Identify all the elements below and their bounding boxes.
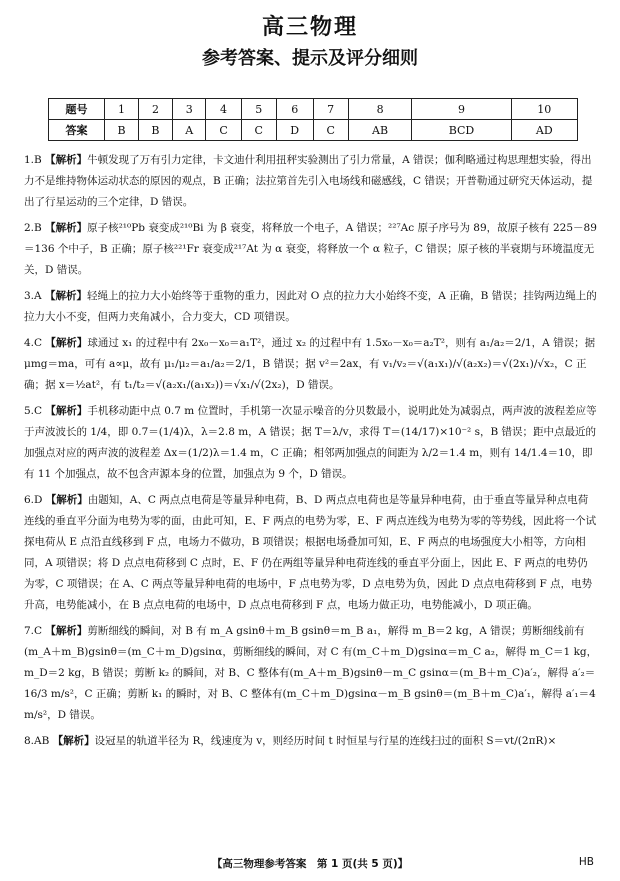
item-text: 手机移动距中点 0.7 m 位置时，手机第一次显示噪音的分贝数最小，说明此处为减弱点，两声波的波程差应等于声波波长的 1/4，即 0.7＝(1/4)λ，λ＝2.8 m，A 错误；据 T＝λ/v，求得 T＝(14/17)×10⁻² s，B 错误；距中点最近的加强点对应的两声波的波程差 Δx＝(1/2)λ＝1.4 m，C 正确；相邻两加强点的间距为 λ/2＝1.4 m，则有 14/1.4＝10，即有 11 个加强点，故不包含声源本身的位置，加强点为 9 个，D 错误。 (24, 405, 597, 480)
item-text: 由题知，A、C 两点点电荷是等量异种电荷，B、D 两点点电荷也是等量异种电荷，由于垂直等量异种点电荷连线的垂直平分面为电势为零的面，由此可知，E、F 两点的电势为零，E、F 两点连线为电势为零的等势线，因此将一个试探电荷从 E 点沿直线移到 F 点，电场力不做功，B 项错误；根据电场叠加可知，E、F 两点的电场强度大小相等，方向相同，A 项错误；将 D 点点电荷移到 C 点时，E、F 仍在两组等量异种电荷连线的垂直平分面上，因此 E、F 两点的电势仍为零，C 项错误；在 A、C 两点等量异种电荷的电场中，F 点电势为零，D 点电势为负，因此 D 点点电荷移到 F 点，电势升高，电势能减小，在 B 点点电荷的电场中，D 点点电荷移到 F 点，电场力做正功，电势能减小，D 项正确。 (24, 494, 597, 611)
footer-page-info: 【高三物理参考答案 第 1 页(共 5 页)】 (211, 858, 409, 870)
question-number: 7 (313, 99, 348, 120)
item-number: 7.C (24, 625, 43, 637)
question-number: 4 (206, 99, 241, 120)
item-text: 牛顿发现了万有引力定律，卡文迪什利用扭秤实验测出了引力常量，A 错误；伽利略通过构思理想实验，得出力不是维持物体运动状态的原因的观点，B 正确；法拉第首先引入电场线和磁感线，C 错误；开普勒通过研究天体运动，提出了行星运动的三个定律，D 错误。 (24, 154, 593, 208)
answer-cell: B (105, 120, 139, 141)
item-number: 3.A (24, 290, 42, 302)
solution-item (24, 490, 598, 616)
answer-cell: AB (348, 120, 412, 141)
row-label-answer: 答案 (49, 120, 105, 141)
solution-item (24, 731, 598, 752)
answer-cell: B (138, 120, 172, 141)
question-number: 5 (241, 99, 276, 120)
solution-list (24, 150, 598, 757)
solution-item (24, 333, 598, 396)
solution-item (24, 150, 598, 213)
item-text: 原子核²¹⁰Pb 衰变成²¹⁰Bi 为 β 衰变，将释放一个电子，A 错误；²²⁷Ac 原子序号为 89，故原子核有 225－89＝136 个中子，B 正确；原子核²²¹Fr 衰变成²¹⁷At 为 α 衰变，将释放一个 α 粒子，C 错误；原子核的半衰期与环境温度无关，D 错误。 (24, 222, 597, 276)
answer-cell: AD (511, 120, 577, 141)
question-number: 3 (172, 99, 205, 120)
analysis-tag: 【解析】 (45, 222, 88, 234)
question-number: 2 (138, 99, 172, 120)
footer-code: HB (578, 856, 594, 868)
question-number: 8 (348, 99, 412, 120)
answer-table-answer-row (49, 120, 578, 141)
answer-cell: BCD (412, 120, 511, 141)
item-number: 6.D (24, 494, 43, 506)
item-number: 5.C (24, 405, 43, 417)
analysis-tag: 【解析】 (45, 405, 88, 417)
analysis-tag: 【解析】 (45, 625, 88, 637)
answer-cell: C (241, 120, 276, 141)
item-text: 剪断细线的瞬间，对 B 有 m_A gsinθ＋m_B gsinθ＝m_B a₁，解得 m_B＝2 kg，A 错误；剪断细线前有(m_A＋m_B)gsinθ＝(m_C＋m_D)gsinα，剪断细线的瞬间，对 C 有(m_C＋m_D)gsinα＝m_C a₂，解得 m_C＝1 kg，m_D＝2 kg，B 错误；剪断 k₂ 的瞬间，对 B、C 整体有(m_A＋m_B)gsinθ－m_C gsinα＝(m_B＋m_C)a′₂，解得 a′₂＝16/3 m/s²，C 正确；剪断 k₁ 的瞬时，对 B、C 整体有(m_C＋m_D)gsinα－m_B gsinθ＝(m_B＋m_C)a′₁，解得 a′₁＝4 m/s²，D 错误。 (24, 625, 598, 721)
item-number: 2.B (24, 222, 42, 234)
answer-cell: C (206, 120, 241, 141)
answer-table-number-row (49, 99, 578, 120)
answer-table (48, 98, 578, 141)
solution-item (24, 286, 598, 328)
answer-cell: C (313, 120, 348, 141)
page-title: 高三物理 (261, 15, 358, 40)
analysis-tag: 【解析】 (45, 154, 88, 166)
solution-item (24, 621, 598, 726)
analysis-tag: 【解析】 (45, 494, 88, 506)
analysis-tag: 【解析】 (44, 290, 87, 302)
question-number: 6 (276, 99, 313, 120)
solution-item (24, 401, 598, 485)
analysis-tag: 【解析】 (52, 735, 95, 747)
question-number: 9 (412, 99, 511, 120)
item-number: 1.B (24, 154, 42, 166)
analysis-tag: 【解析】 (45, 337, 88, 349)
row-label-number: 题号 (49, 99, 105, 120)
answer-cell: D (276, 120, 313, 141)
page-subtitle: 参考答案、提示及评分细则 (202, 48, 418, 69)
item-text: 轻绳上的拉力大小始终等于重物的重力，因此对 O 点的拉力大小始终不变，A 正确，B 错误；挂钩两边绳上的拉力大小不变，但两力夹角减小，合力变大，CD 项错误。 (24, 290, 597, 323)
item-number: 8.AB (24, 735, 50, 747)
answer-cell: A (172, 120, 205, 141)
item-text: 设冠星的轨道半径为 R，线速度为 v，则经历时间 t 时恒星与行星的连线扫过的面积 S＝vt/(2πR)× (94, 735, 557, 747)
item-number: 4.C (24, 337, 43, 349)
question-number: 10 (511, 99, 577, 120)
item-text: 球通过 x₁ 的过程中有 2x₀－x₀＝a₁T²，通过 x₂ 的过程中有 1.5x₀－x₀＝a₂T²，则有 a₁/a₂＝2/1，A 错误；据 μmg＝ma，可有 a∝μ，故有 μ₁/μ₂＝a₁/a₂＝2/1，B 错误；据 v²＝2ax，有 v₁/v₂＝√(a₁x₁)/√(a₂x₂)＝√(2x₁)/√x₂，C 正确；据 x＝½at²，有 t₁/t₂＝√(a₂x₁/(a₁x₂))＝√x₁/√(2x₂)，D 错误。 (24, 337, 596, 391)
question-number: 1 (105, 99, 139, 120)
solution-item (24, 218, 598, 281)
